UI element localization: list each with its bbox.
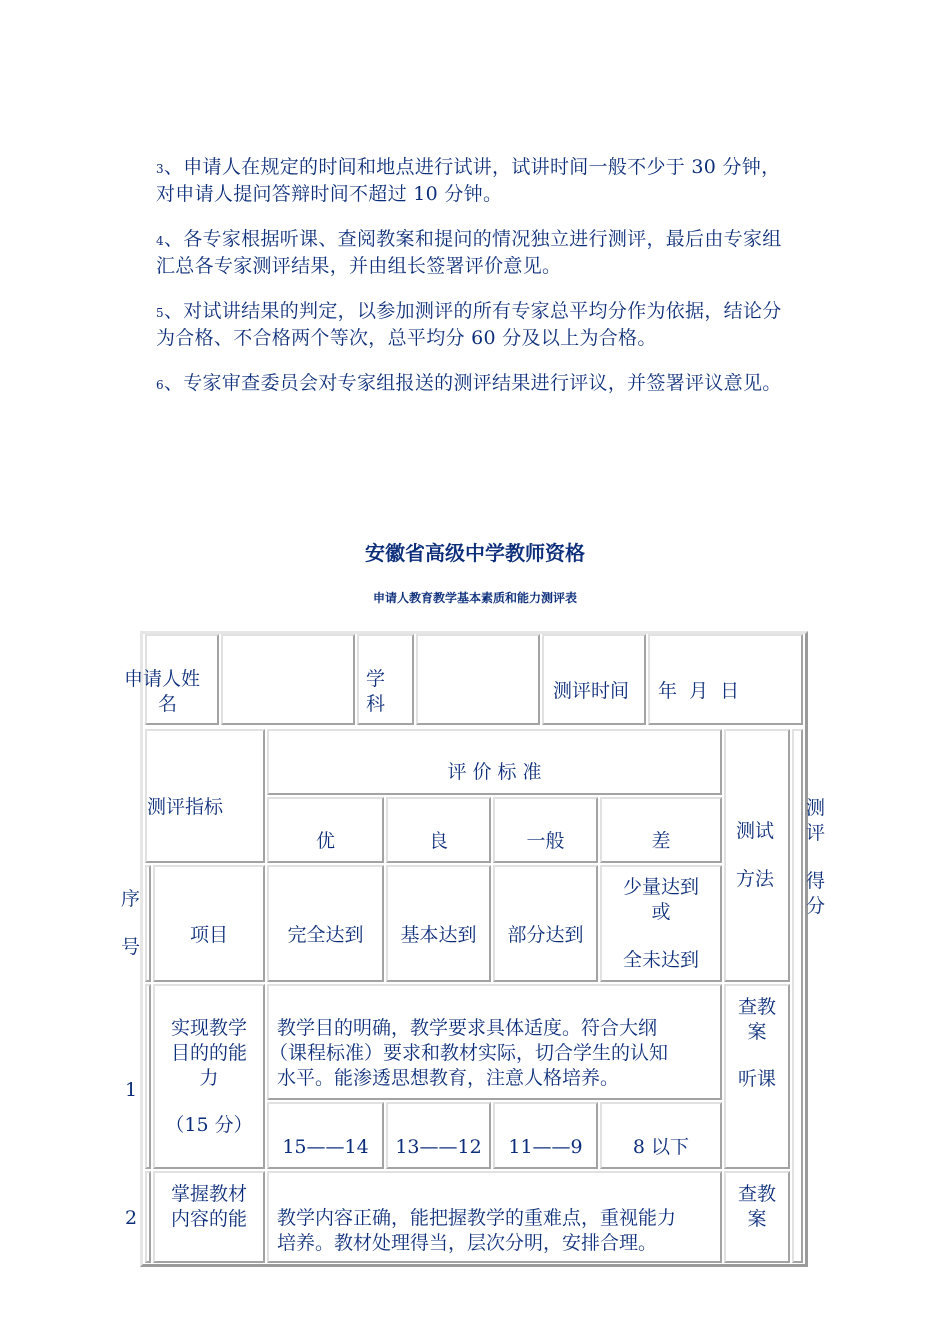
subject-value-cell <box>416 634 540 725</box>
grade-fair: 一般 <box>526 830 565 852</box>
level-little-or: 或 <box>651 901 671 923</box>
row1-seq: 1 <box>125 1079 138 1101</box>
row1-seq-cell <box>145 984 151 1169</box>
row1-score-range: 11——9 <box>508 1136 583 1158</box>
seq-header-cell <box>145 865 151 982</box>
paragraph-number: 3 <box>156 162 164 176</box>
item-header: 项目 <box>189 924 228 946</box>
applicant-name-label-cont: 名 <box>158 693 178 715</box>
index-header: 测评指标 <box>147 796 224 818</box>
paragraph-text: 、各专家根据听课、查阅教案和提问的情况独立进行测评，最后由专家组汇总各专家测评结果，并由组长签署评价意见。 <box>156 228 782 277</box>
applicant-name-value-cell <box>221 634 355 725</box>
test-method-header-cell <box>724 729 790 982</box>
paragraph-3 <box>156 155 796 207</box>
row1-points: （15 分） <box>165 1114 253 1136</box>
level-partial: 部分达到 <box>507 924 584 946</box>
score-column-cell <box>792 729 803 1263</box>
subject-label: 学 <box>366 668 386 690</box>
eval-date-placeholder: 年 月 日 <box>658 680 740 702</box>
level-full: 完全达到 <box>287 924 364 946</box>
row2-criteria-line: 教学内容正确，能把握教学的重难点，重视能力 <box>277 1207 677 1229</box>
level-little: 少量达到 <box>622 876 699 898</box>
row2-seq: 2 <box>125 1207 138 1229</box>
level-none: 全未达到 <box>622 949 699 971</box>
row1-method-line: 查教 <box>737 996 776 1018</box>
grade-excellent: 优 <box>315 830 335 852</box>
test-method-label-cont: 方法 <box>736 868 775 890</box>
document-subtitle: 申请人教育教学基本素质和能力测评表 <box>372 591 577 605</box>
grade-good: 良 <box>428 830 448 852</box>
row1-method-line: 案 <box>747 1021 767 1043</box>
row2-item-line: 掌握教材 <box>170 1183 247 1205</box>
criteria-header: 评 价 标 准 <box>447 761 542 783</box>
row1-score-range: 15——14 <box>282 1136 369 1158</box>
paragraph-number: 6 <box>156 378 164 392</box>
row2-criteria-line: 培养。教材处理得当，层次分明，安排合理。 <box>277 1232 658 1254</box>
row1-item-line: 实现教学 <box>170 1017 247 1039</box>
paragraph-number: 4 <box>156 234 164 248</box>
row1-criteria-line: （课程标准）要求和教材实际，切合学生的认知 <box>269 1042 669 1064</box>
score-header-char: 评 <box>806 822 826 844</box>
row1-criteria-line: 教学目的明确，教学要求具体适度。符合大纲 <box>277 1017 658 1039</box>
row2-method-line: 案 <box>747 1208 767 1230</box>
row1-item-line: 力 <box>199 1067 219 1089</box>
paragraph-5 <box>156 299 796 351</box>
score-header-char: 分 <box>806 895 826 917</box>
subject-label-cont: 科 <box>366 693 386 715</box>
score-header-char: 得 <box>806 870 826 892</box>
score-header-char: 测 <box>806 797 826 819</box>
row1-score-range: 8 以下 <box>632 1136 690 1158</box>
seq-header: 序 <box>121 888 141 910</box>
paragraph-4 <box>156 227 796 279</box>
paragraph-text: 、对试讲结果的判定，以参加测评的所有专家总平均分作为依据，结论分为合格、不合格两个等次，总平均分 60 分及以上为合格。 <box>156 300 782 349</box>
document-title: 安徽省高级中学教师资格 <box>365 541 585 565</box>
applicant-name-label: 申请人姓 <box>124 668 201 690</box>
row1-criteria-line: 水平。能渗透思想教育，注意人格培养。 <box>277 1067 620 1089</box>
level-basic: 基本达到 <box>400 924 477 946</box>
row1-score-range: 13——12 <box>395 1136 482 1158</box>
paragraph-text: 、申请人在规定的时间和地点进行试讲，试讲时间一般不少于 30 分钟，对申请人提问答辩时间不超过 10 分钟。 <box>156 156 781 205</box>
row2-seq-cell <box>145 1171 151 1263</box>
grade-poor: 差 <box>651 830 671 852</box>
eval-time-label: 测评时间 <box>553 680 630 702</box>
paragraph-number: 5 <box>156 306 164 320</box>
seq-header-cont: 号 <box>121 936 141 958</box>
row1-item-line: 目的的能 <box>170 1042 247 1064</box>
paragraph-6 <box>156 371 796 398</box>
row2-method-line: 查教 <box>737 1183 776 1205</box>
row2-item-line: 内容的能 <box>170 1208 247 1230</box>
row1-method-line: 听课 <box>737 1068 776 1090</box>
test-method-label: 测试 <box>736 820 775 842</box>
paragraph-text: 、专家审查委员会对专家组报送的测评结果进行评议，并签署评议意见。 <box>163 372 782 394</box>
